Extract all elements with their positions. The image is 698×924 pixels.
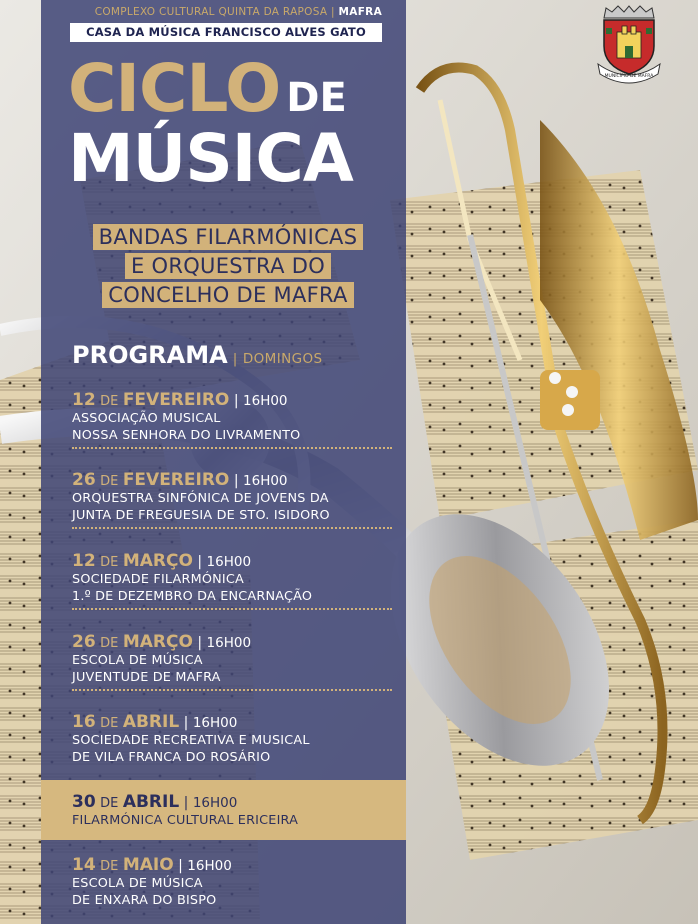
event-time: 16H00 <box>206 635 252 651</box>
event-time: 16H00 <box>187 858 232 874</box>
crest-ribbon-text: MUNICÍPIO DE MAFRA <box>604 74 654 79</box>
event-item-highlighted: 30 DE ABRIL | 16H00 FILARMÓNICA CULTURAL ERICEIRA <box>72 794 392 829</box>
event-line-1: ASSOCIAÇÃO MUSICAL <box>72 411 221 426</box>
event-line-1: FILARMÓNICA CULTURAL ERICEIRA <box>72 813 299 828</box>
event-de: DE <box>100 394 119 409</box>
event-line-1: SOCIEDADE RECREATIVA E MUSICAL <box>72 733 310 748</box>
event-line-2: DE VILA FRANCA DO ROSÁRIO <box>72 750 271 765</box>
event-de: DE <box>100 716 119 731</box>
event-item: 26 DE FEVEREIRO | 16H00 ORQUESTRA SINFÓNICA DE JOVENS DA JUNTA DE FREGUESIA DE STO. ISIDORO <box>72 472 392 529</box>
event-day: 12 <box>72 551 96 571</box>
event-time: 16H00 <box>243 393 288 409</box>
event-time: 16H00 <box>206 554 252 570</box>
event-item: 16 DE ABRIL | 16H00 SOCIEDADE RECREATIVA E MUSICAL DE VILA FRANCA DO ROSÁRIO <box>72 714 392 766</box>
event-line-1: ORQUESTRA SINFÓNICA DE JOVENS DA <box>72 491 329 506</box>
event-day: 12 <box>72 390 96 410</box>
event-de: DE <box>100 555 119 570</box>
subtitle-line-3: CONCELHO DE MAFRA <box>102 282 353 308</box>
event-line-2: JUNTA DE FREGUESIA DE STO. ISIDORO <box>72 508 330 523</box>
event-de: DE <box>100 796 119 811</box>
event-month: FEVEREIRO <box>122 390 230 410</box>
event-day: 30 <box>72 792 96 812</box>
event-month: MARÇO <box>122 632 193 652</box>
event-time: 16H00 <box>192 795 238 811</box>
venue-house-banner: CASA DA MÚSICA FRANCISCO ALVES GATO <box>70 23 382 42</box>
event-day: 26 <box>72 470 96 490</box>
event-divider <box>72 447 392 449</box>
programa-heading <box>72 341 322 369</box>
event-day: 14 <box>72 855 96 875</box>
event-item: 12 DE MARÇO | 16H00 SOCIEDADE FILARMÓNICA 1.º DE DEZEMBRO DA ENCARNAÇÃO <box>72 553 392 610</box>
venue-line <box>41 6 382 18</box>
title-word-ciclo: CICLO <box>68 50 281 127</box>
programa-days: DOMINGOS <box>242 351 323 367</box>
event-month: MAIO <box>122 855 174 875</box>
venue-separator: | <box>331 6 335 18</box>
event-month: ABRIL <box>122 712 180 732</box>
venue-complex: COMPLEXO CULTURAL QUINTA DA RAPOSA <box>94 6 328 18</box>
event-item: 14 DE MAIO | 16H00 ESCOLA DE MÚSICA DE ENXARA DO BISPO <box>72 857 392 909</box>
programa-label: PROGRAMA <box>72 341 228 369</box>
subtitle-block <box>72 224 384 311</box>
event-line-1: SOCIEDADE FILARMÓNICA <box>72 572 244 587</box>
event-line-1: ESCOLA DE MÚSICA <box>72 653 203 668</box>
event-divider <box>72 608 392 610</box>
event-month: MARÇO <box>122 551 193 571</box>
event-line-2: JUVENTUDE DE MAFRA <box>72 670 221 685</box>
event-day: 26 <box>72 632 96 652</box>
event-day: 16 <box>72 712 96 732</box>
title-word-de: DE <box>286 75 347 121</box>
event-line-2: 1.º DE DEZEMBRO DA ENCARNAÇÃO <box>72 589 313 604</box>
event-month: ABRIL <box>122 792 180 812</box>
event-de: DE <box>100 636 119 651</box>
programa-separator: | <box>232 351 238 367</box>
event-item: 12 DE FEVEREIRO | 16H00 ASSOCIAÇÃO MUSICAL NOSSA SENHORA DO LIVRAMENTO <box>72 392 392 449</box>
subtitle-line-1: BANDAS FILARMÓNICAS <box>93 224 364 250</box>
event-time: 16H00 <box>192 715 238 731</box>
mafra-crest-icon <box>592 4 666 86</box>
event-time: 16H00 <box>243 473 288 489</box>
event-divider <box>72 527 392 529</box>
title-word-musica: MÚSICA <box>68 120 353 197</box>
event-item: 26 DE MARÇO | 16H00 ESCOLA DE MÚSICA JUVENTUDE DE MAFRA <box>72 634 392 691</box>
event-de: DE <box>100 859 119 874</box>
subtitle-line-2: E ORQUESTRA DO <box>125 253 331 279</box>
title-line-1 <box>68 50 347 127</box>
event-line-1: ESCOLA DE MÚSICA <box>72 876 203 891</box>
event-divider <box>72 689 392 691</box>
venue-town: MAFRA <box>338 6 382 18</box>
event-line-2: NOSSA SENHORA DO LIVRAMENTO <box>72 428 301 443</box>
event-month: FEVEREIRO <box>122 470 230 490</box>
event-de: DE <box>100 474 119 489</box>
event-line-2: DE ENXARA DO BISPO <box>72 893 217 908</box>
